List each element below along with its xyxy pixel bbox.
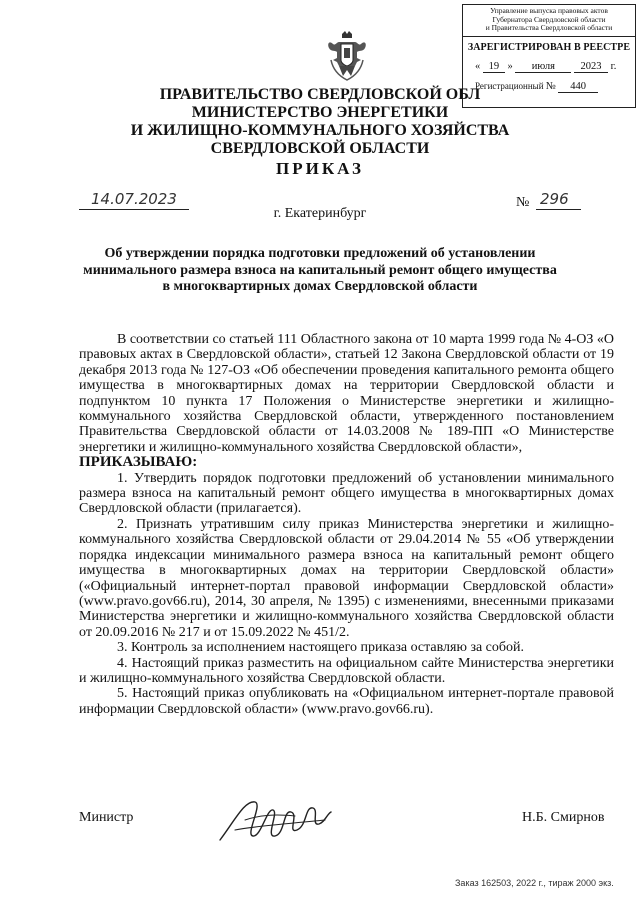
stamp-month: июля (515, 61, 571, 73)
handwritten-date: 14.07.2023 (91, 190, 177, 208)
stamp-number-sign: № (545, 80, 556, 92)
handwritten-signature-icon (215, 790, 335, 848)
order-item-4: 4. Настоящий приказ разместить на официальном сайте Министерства энергетики и жилищно-коммунального хозяйства Свердловской области. (79, 655, 614, 686)
stamp-number-label: Регистрационный (475, 80, 544, 91)
stamp-year-suffix: г. (610, 60, 617, 72)
order-item-1: 1. Утвердить порядок подготовки предложений об установлении минимального размера взноса на капитальный ремонт общего имущества в многоквартирных домах Свердловской области (прилагается). (79, 470, 614, 517)
signature-name: Н.Б. Смирнов (522, 810, 605, 825)
stamp-header-line: и Правительства Свердловской области (485, 23, 613, 32)
preamble: В соответствии со статьей 111 Областного закона от 10 марта 1999 года № 4-ОЗ «О правовых актах в Свердловской области», статьей 12 Закона Свердловской области от 19 декабря 2013 года № 127-ОЗ «Об обеспечении проведения капитального ремонта общего имущества в многоквартирных домах на территории Свердловской области и подпунктом 10 пункта 17 Положения о Министерстве энергетики и жилищно-коммунального хозяйства Свердловской области, утвержденного постановлением Правительства Свердловской области от 14.03.2008 № 189-ПП «О Министерстве энергетики и жилищно-коммунального хозяйства Свердловской области», (79, 332, 614, 455)
stamp-header-line: Управление выпуска правовых актов (490, 6, 608, 15)
order-item-3: 3. Контроль за исполнением настоящего приказа оставляю за собой. (117, 640, 525, 656)
stamp-quote-close: » (507, 60, 513, 72)
header-line-4: СВЕРДЛОВСКОЙ ОБЛАСТИ (210, 140, 430, 157)
stamp-registered-label: ЗАРЕГИСТРИРОВАН В РЕЕСТРЕ (467, 41, 631, 53)
document-body (79, 332, 614, 717)
header-line-3: И ЖИЛИЩНО-КОММУНАЛЬНОГО ХОЗЯЙСТВА (130, 122, 510, 139)
stamp-header (463, 5, 635, 37)
document-title: Об утверждении порядка подготовки предложений об установлении минимального размера взноса на капитальный ремонт общего имущества в многоквартирных домах Свердловской области (83, 246, 557, 294)
signature-role: Министр (79, 810, 134, 825)
number-sign: № (516, 195, 530, 210)
stamp-header-line: Губернатора Свердловской области (492, 14, 606, 24)
city: г. Екатеринбург (273, 206, 367, 221)
order-word: ПРИКАЗЫВАЮ: (79, 454, 198, 471)
header-line-2: МИНИСТЕРСТВО ЭНЕРГЕТИКИ (191, 104, 449, 121)
order-item-5: 5. Настоящий приказ опубликовать на «Официальном интернет-портале правовой информации Свердловской области» (www.pravo.gov66.ru). (79, 686, 614, 717)
coat-of-arms-icon (325, 30, 369, 82)
header-line-1: ПРАВИТЕЛЬСТВО СВЕРДЛОВСКОЙ ОБЛ (159, 86, 481, 103)
order-item-2: 2. Признать утратившим силу приказ Министерства энергетики и жилищно-коммунального хозяйства Свердловской области от 29.04.2014 № 55 «Об утверждении порядка индексации минимального размера взноса на капитальный ремонт общего имущества в многоквартирных домах на территории Свердловской области» («Официальный интернет-портал правовой информации Свердловской области» (www.pravo.gov66.ru), 2014, 30 апреля, № 1395) с изменениями, внесенными приказами Министерства энергетики и жилищно-коммунального хозяйства Свердловской области от 20.09.2016 № 217 и от 15.09.2022 № 451/2. (79, 516, 614, 640)
stamp-day: 19 (483, 61, 505, 73)
handwritten-number: 296 (540, 190, 569, 208)
document-type: ПРИКАЗ (276, 159, 364, 178)
stamp-quote-open: « (475, 60, 481, 72)
stamp-number: 440 (558, 81, 598, 93)
stamp-year: 2023 (574, 61, 608, 73)
print-footer: Заказ 162503, 2022 г., тираж 2000 экз. (455, 878, 614, 888)
stamp-date (463, 61, 635, 73)
